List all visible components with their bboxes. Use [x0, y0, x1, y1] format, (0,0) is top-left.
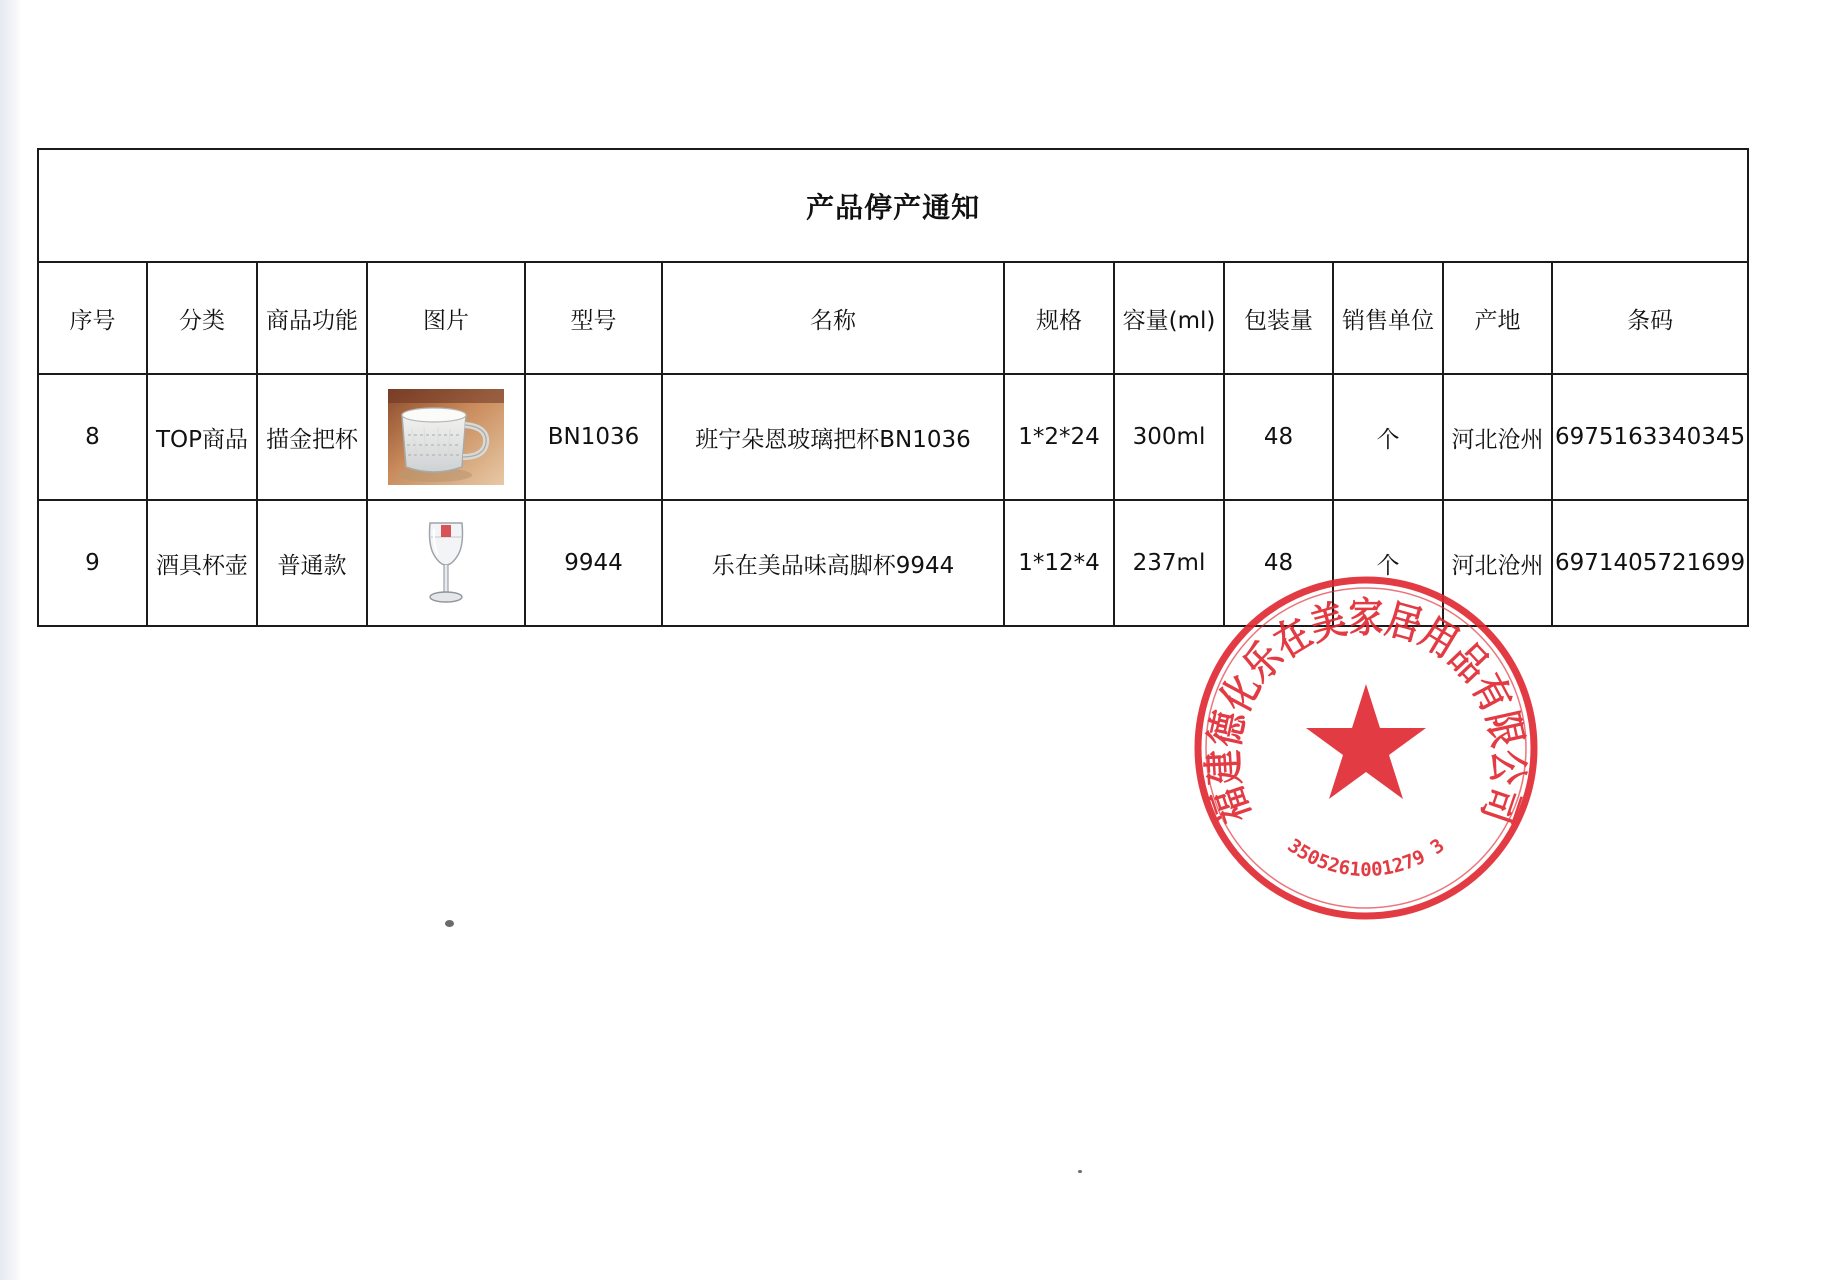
function-cell: 普通款: [257, 500, 367, 626]
category-cell: TOP商品: [147, 374, 257, 500]
spec-cell: 1*12*4: [1004, 500, 1114, 626]
column-header: 产地: [1443, 262, 1552, 374]
image-cell: [367, 374, 525, 500]
scan-speck: [445, 920, 454, 927]
model-cell: BN1036: [525, 374, 662, 500]
column-header: 图片: [367, 262, 525, 374]
image-cell: [367, 500, 525, 626]
pack-cell: 48: [1224, 500, 1333, 626]
column-header: 条码: [1552, 262, 1748, 374]
column-header: 销售单位: [1333, 262, 1443, 374]
spec-cell: 1*2*24: [1004, 374, 1114, 500]
name-cell: 乐在美品味高脚杯9944: [662, 500, 1004, 626]
column-header: 规格: [1004, 262, 1114, 374]
barcode-cell: 6975163340345: [1552, 374, 1748, 500]
seal-company-text: 福建德化乐在美家居用品有限公司: [1198, 593, 1534, 836]
glass-mug-icon: [388, 389, 504, 485]
name-cell: 班宁朵恩玻璃把杯BN1036: [662, 374, 1004, 500]
wine-glass-icon: [416, 515, 476, 611]
column-header: 名称: [662, 262, 1004, 374]
column-header: 包装量: [1224, 262, 1333, 374]
capacity-cell: 300ml: [1114, 374, 1224, 500]
scan-edge-shadow: [0, 0, 22, 1280]
column-header: 商品功能: [257, 262, 367, 374]
column-header: 分类: [147, 262, 257, 374]
page-title: 产品停产通知: [38, 149, 1748, 262]
category-cell: 酒具杯壶: [147, 500, 257, 626]
unit-cell: 个: [1333, 500, 1443, 626]
seal-code-text: 3505261001279 3: [1283, 834, 1449, 881]
row-number: 9: [38, 500, 147, 626]
capacity-cell: 237ml: [1114, 500, 1224, 626]
column-header: 容量(ml): [1114, 262, 1224, 374]
pack-cell: 48: [1224, 374, 1333, 500]
column-header: 型号: [525, 262, 662, 374]
origin-cell: 河北沧州: [1443, 374, 1552, 500]
table-row: [38, 374, 1748, 500]
scan-speck: [1078, 1170, 1082, 1173]
barcode-cell: 6971405721699: [1552, 500, 1748, 626]
discontinuation-table: [37, 148, 1749, 627]
origin-cell: 河北沧州: [1443, 500, 1552, 626]
unit-cell: 个: [1333, 374, 1443, 500]
model-cell: 9944: [525, 500, 662, 626]
company-seal: [1190, 572, 1542, 924]
function-cell: 描金把杯: [257, 374, 367, 500]
row-number: 8: [38, 374, 147, 500]
column-header: 序号: [38, 262, 147, 374]
seal-star-icon: [1306, 684, 1426, 799]
header-row: [38, 262, 1748, 374]
